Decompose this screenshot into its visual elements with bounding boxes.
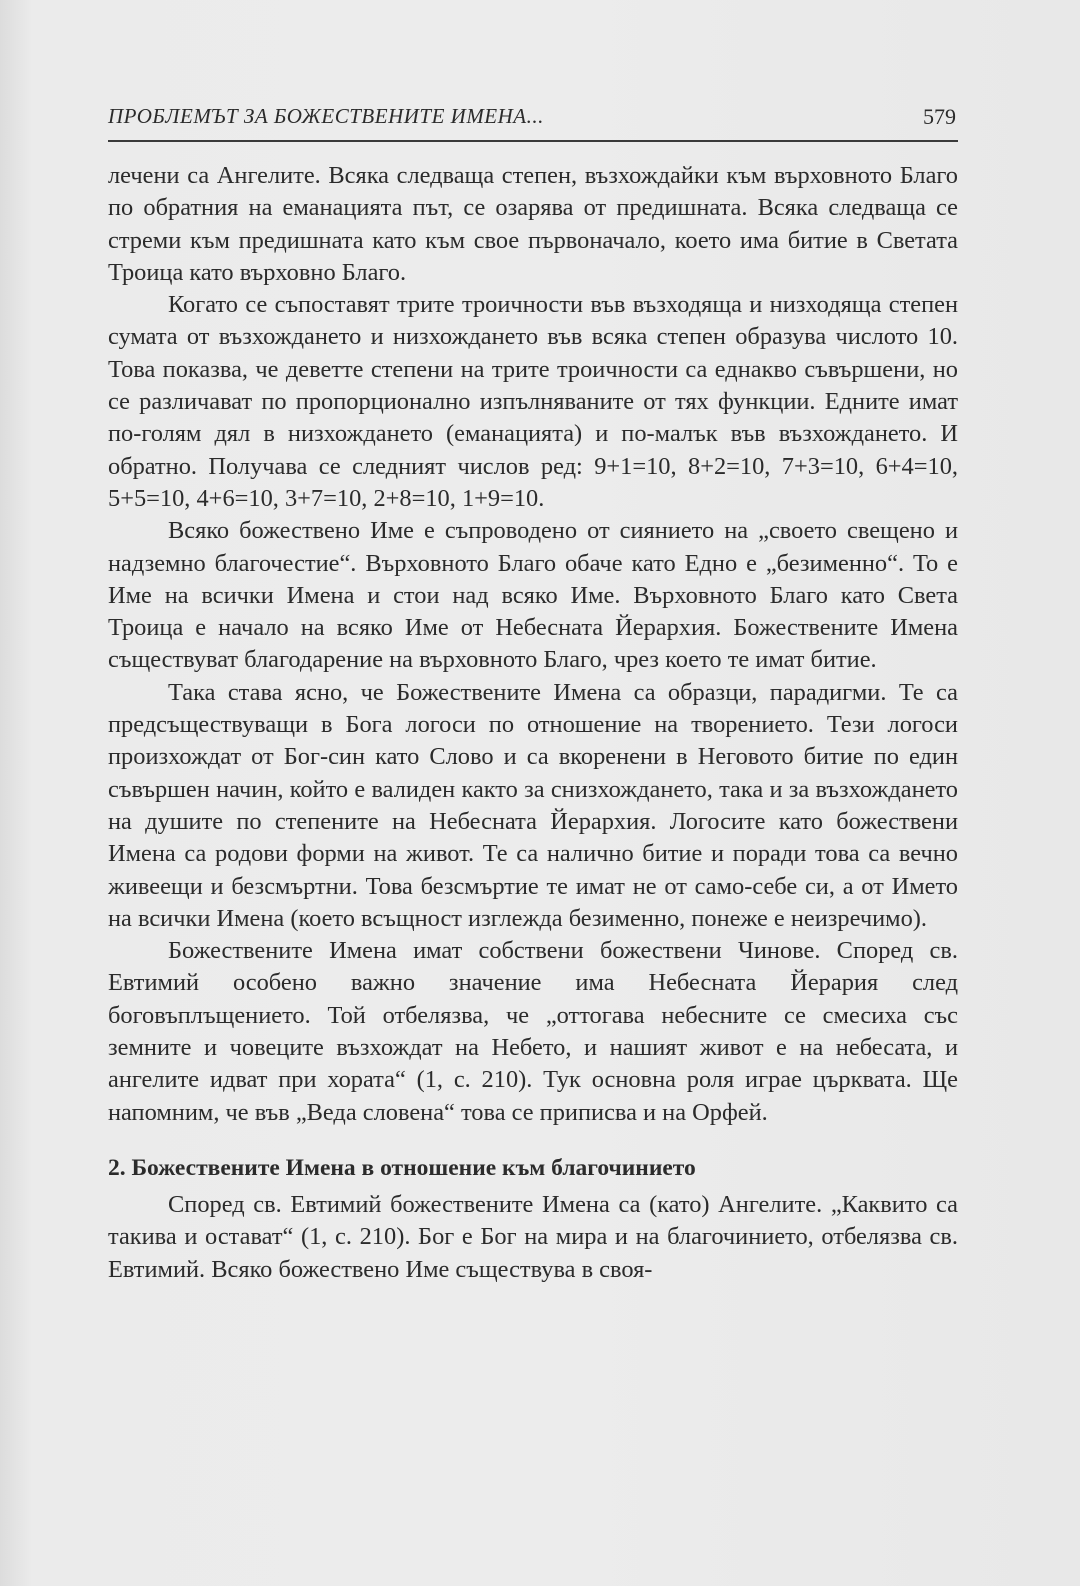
paragraph-logoi: Така става ясно, че Божествените Имена са образци, парадигми. Те са предсъществуващи в Бога логоси по отношение на творението. Тези логоси произхождат от Бог-син като Слово и са вкоренени в Неговото битие по един съвършен начин, който е валиден както за снизхождането, така и за възхождането на душите по степените на Небесната Йерархия. Логосите като божествени Имена са родови форми на живот. Те са налично битие и поради това са вечно живеещи и безсмъртни. Това безсмъртие те имат не от само-себе си, а от Името на всички Имена (което всъщност изглежда безименно, понеже е неизречимо). xyxy=(108,678,958,932)
body-text xyxy=(108,160,958,1286)
page-number: 579 xyxy=(923,104,956,129)
paragraph-divine-names-nameless: Всяко божествено Име е съпроводено от сиянието на „своето свещено и надземно благочестие“. Върховното Благо обаче като Едно е „безименно“. То е Име на всички Имена и стои над всяко Име. Върховното Благо като Света Троица е начало на всяко Име от Небесната Йерархия. Божествените Имена съществуват благодарение на върховното Благо, чрез което те имат битие. xyxy=(108,517,958,674)
paragraph-divine-ranks: Божествените Имена имат собствени божествени Чинове. Според св. Евтимий особено важно значение има Небесната Йерария след боговъплъщението. Той отбелязва, че „оттогава небесните се смесиха със земните и човеците възхождат на Небето, и нашият живот е на небесата, и ангелите идват при хората“ (1, с. 210). Тук основна роля играе църквата. Ще напомним, че във „Веда словена“ това се приписва и на Орфей. xyxy=(108,937,958,1126)
section-paragraph: Според св. Евтимий божествените Имена са (като) Ангелите. „Каквито са такива и остават“ (1, с. 210). Бог е Бог на мира и на благочинието, отбелязва св. Евтимий. Всяко божествено Име съществува в своя- xyxy=(108,1190,958,1283)
paragraph-continued: лечени са Ангелите. Всяка следваща степен, възхождайки към върховното Благо по обратния на еманацията път, се озарява от предишната. Всяка следваща се стреми към предишната като към свое първоначало, което има битие в Светата Троица като върховно Благо. xyxy=(108,162,958,286)
paragraph-triads-sum: Когато се съпоставят трите троичности във възходяща и низходяща степен сумата от възхождането и низхождането във всяка степен образува числото 10. Това показва, че деветте степени на трите троичности са еднакво съвършени, но се различават по пропорционално изпълняваните от тях функции. Едните имат по-голям дял в низхождането (еманацията) и по-малък във възхождането. И обратно. Получава се следният числов ред: 9+1=10, 8+2=10, 7+3=10, 6+4=10, 5+5=10, 4+6=10, 3+7=10, 2+8=10, 1+9=10. xyxy=(108,291,958,512)
section-heading: 2. Божествените Имена в отношение към благочинието xyxy=(108,1154,696,1181)
page-header xyxy=(108,100,958,142)
running-title: ПРОБЛЕМЪТ ЗА БОЖЕСТВЕНИТЕ ИМЕНА... xyxy=(108,104,544,128)
